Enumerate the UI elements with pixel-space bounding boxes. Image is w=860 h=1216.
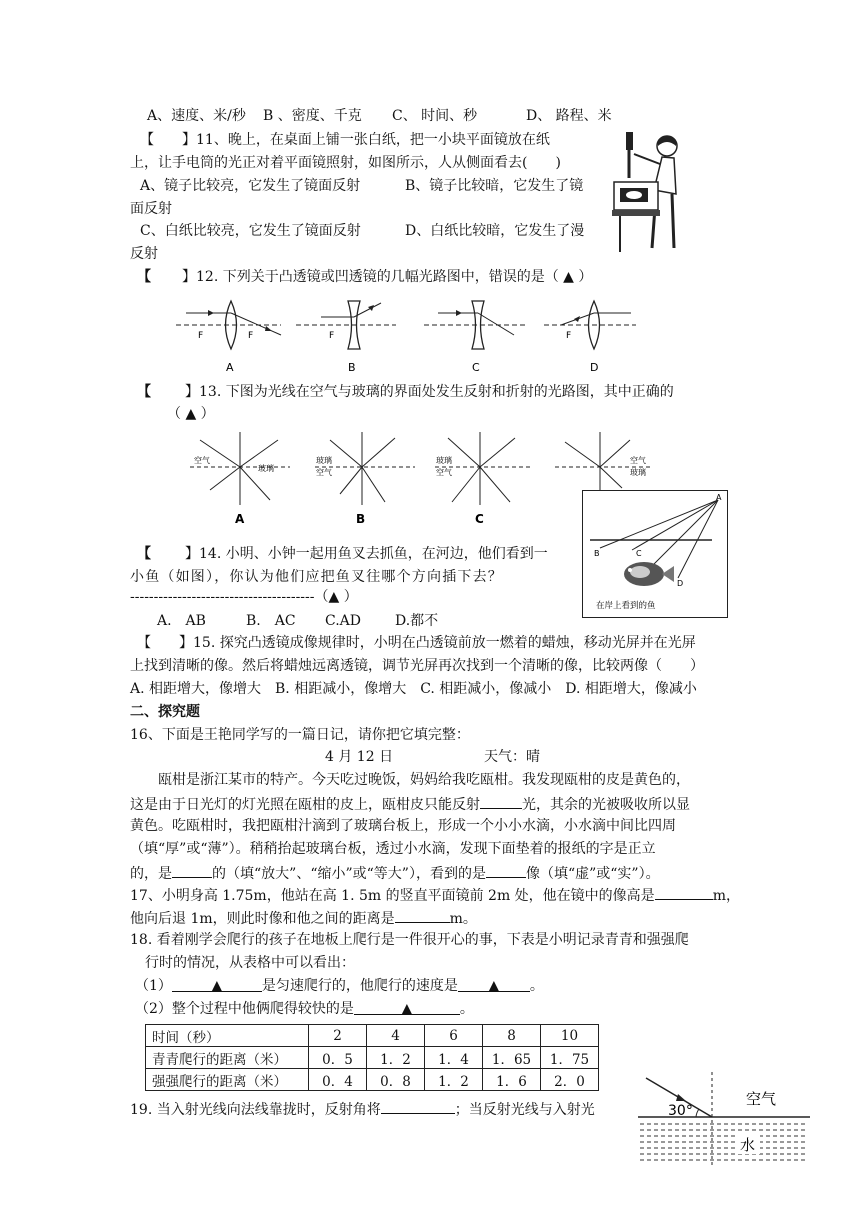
svg-text:玻璃: 玻璃 (316, 456, 332, 465)
svg-text:30°: 30° (668, 1103, 693, 1119)
q11-option-c: C、白纸比较亮，它发生了镜面反射 (140, 223, 361, 239)
table-cell: 0．4 (309, 1069, 367, 1091)
q14-line3: ---------------------------------------（▲ ） (130, 589, 358, 605)
svg-text:玻璃: 玻璃 (630, 468, 646, 477)
table-cell: 4 (367, 1025, 425, 1047)
svg-text:D: D (677, 579, 684, 588)
table-row (146, 1047, 599, 1069)
q12-figure (176, 295, 636, 375)
q10-option-d: D、 路程、米 (526, 108, 612, 124)
svg-text:空气: 空气 (316, 468, 332, 477)
q17-line2: 他向后退 1m，则此时像和他之间的距离是 m。 (130, 908, 477, 928)
svg-text:B: B (594, 549, 600, 558)
q12-bracket: 【 (137, 269, 151, 285)
table-cell: 青青爬行的距离（米） (146, 1047, 309, 1069)
q11-line2: 上，让手电筒的光正对着平面镜照射，如图所示，人从侧面看去( ) (130, 155, 561, 171)
section-title: 二、探究题 (130, 704, 200, 720)
q11-option-d: D、白纸比较暗，它发生了漫 (405, 223, 585, 239)
q14-option-b: B. AC (246, 613, 296, 629)
q14-option-a: A. AB (157, 613, 206, 629)
q15-line1: 【 】15. 探究凸透镜成像规律时，小明在凸透镜前放一燃着的蜡烛，移动光屏并在光屏 (137, 635, 696, 651)
q11-option-b-cont: 面反射 (130, 201, 172, 217)
q14-line1: 】14. 小明、小钟一起用鱼叉去抓鱼，在河边，他们看到一 (185, 546, 548, 562)
table-cell: 时间（秒） (146, 1025, 309, 1047)
q11-option-d-cont: 反射 (130, 246, 158, 262)
q14-option-d: D.都不 (395, 613, 439, 629)
table-cell: 10 (541, 1025, 599, 1047)
svg-text:F: F (329, 331, 335, 341)
table-cell: 6 (425, 1025, 483, 1047)
svg-text:玻璃: 玻璃 (258, 464, 274, 473)
svg-text:A: A (226, 361, 234, 374)
q18-line2: 行时的情况，从表格中可以看出： (145, 955, 355, 971)
q19-line1: 19. 当入射光线向法线靠拢时，反射角将 ；当反射光线与入射光 (130, 1099, 595, 1119)
table-row (146, 1069, 599, 1091)
q19-figure (638, 1070, 810, 1166)
svg-text:C: C (475, 512, 484, 526)
q14-line2: 小鱼（如图），你认为他们应把鱼叉往哪个方向插下去？ (130, 569, 503, 585)
q17-line1: 17、小明身高 1.75m，他站在高 1. 5m 的竖直平面镜前 2m 处，他在镜中的像高是 m， (130, 885, 740, 905)
table-cell: 0．8 (367, 1069, 425, 1091)
q16-p4: （填“厚”或“薄”）。稍稍抬起玻璃台板，透过小水滴，发现下面垫着的报纸的字是正立 (130, 841, 656, 857)
q13-text: 】13. 下图为光线在空气与玻璃的界面处发生反射和折射的光路图，其中正确的 (185, 384, 674, 400)
table-cell: 1．2 (425, 1069, 483, 1091)
q16-date: 4 月 12 日 (325, 749, 394, 765)
table-cell: 2．0 (541, 1069, 599, 1091)
svg-text:B: B (356, 512, 366, 526)
q18-line1: 18. 看着刚学会爬行的孩子在地板上爬行是一件很开心的事，下表是小明记录青青和强强爬 (130, 932, 689, 948)
table-cell: 8 (483, 1025, 541, 1047)
q16-weather: 天气：晴 (484, 749, 540, 765)
q14-bracket: 【 (137, 546, 151, 562)
svg-text:空气: 空气 (746, 1090, 777, 1108)
table-cell: 1．75 (541, 1047, 599, 1069)
q13-bracket: 【 (137, 384, 151, 400)
q13-answer: （ ▲ ） (167, 406, 215, 422)
q14-option-c: C.AD (325, 613, 361, 629)
svg-text:水: 水 (740, 1136, 756, 1154)
table-cell: 2 (309, 1025, 367, 1047)
table-cell: 1．4 (425, 1047, 483, 1069)
q18-sub2: （2）整个过程中他俩爬得较快的是 ▲ 。 (135, 1001, 474, 1017)
svg-text:在岸上看到的鱼: 在岸上看到的鱼 (596, 601, 656, 611)
q11-line1: 【 】11、晚上，在桌面上铺一张白纸，把一小块平面镜放在纸 (140, 132, 550, 148)
q18-sub1: （1） ▲ 是匀速爬行的，他爬行的速度是 ▲ 。 (135, 978, 544, 994)
q14-figure (582, 490, 728, 618)
svg-text:A: A (235, 512, 245, 526)
svg-text:F: F (566, 331, 572, 341)
q16-p2: 这是由于日光灯的灯光照在瓯柑的皮上，瓯柑皮只能反射 光，其余的光被吸收所以显 (130, 794, 690, 814)
svg-text:F: F (198, 331, 204, 341)
svg-text:空气: 空气 (630, 456, 646, 465)
svg-text:B: B (348, 361, 356, 374)
svg-text:C: C (472, 361, 480, 374)
q16-intro: 16、下面是王艳同学写的一篇日记，请你把它填完整： (130, 727, 470, 743)
svg-text:空气: 空气 (436, 468, 452, 477)
q10-option-c: C、 时间、秒 (392, 108, 478, 124)
q11-option-b: B、镜子比较暗，它发生了镜 (405, 178, 584, 194)
svg-text:玻璃: 玻璃 (436, 456, 452, 465)
q16-p3: 黄色。吃瓯柑时，我把瓯柑汁滴到了玻璃台板上，形成一个小小水滴，小水滴中间比四周 (130, 818, 676, 834)
q16-p5: 的，是 的（填“放大”、“缩小”或“等大”），看到的是 像（填“虚”或“实”）。 (130, 863, 660, 883)
table-cell: 0．5 (309, 1047, 367, 1069)
table-cell: 强强爬行的距离（米） (146, 1069, 309, 1091)
q10-option-b: B 、密度、千克 (263, 108, 362, 124)
q15-line3: A. 相距增大，像增大 B. 相距减小，像增大 C. 相距减小，像减小 D. 相距增大，像减小 (130, 681, 697, 697)
table-cell: 1．2 (367, 1047, 425, 1069)
svg-text:D: D (590, 361, 599, 374)
svg-text:C: C (636, 549, 642, 558)
table-header-row (146, 1025, 599, 1047)
q12-text: 】12. 下列关于凸透镜或凹透镜的几幅光路图中，错误的是（ ▲ ） (182, 269, 593, 285)
svg-text:空气: 空气 (194, 456, 210, 465)
q10-option-a: A、速度、米/秒 (147, 108, 246, 124)
svg-text:F: F (248, 331, 254, 341)
table-cell: 1．6 (483, 1069, 541, 1091)
q16-p1: 瓯柑是浙江某市的特产。今天吃过晚饭，妈妈给我吃瓯柑。我发现瓯柑的皮是黄色的， (158, 772, 690, 788)
q18-table (145, 1024, 599, 1091)
q11-figure (612, 130, 690, 252)
q15-line2: 上找到清晰的像。然后将蜡烛远离透镜，调节光屏再次找到一个清晰的像，比较两像（ ） (130, 658, 704, 674)
q11-option-a: A、镜子比较亮，它发生了镜面反射 (140, 178, 361, 194)
table-cell: 1．65 (483, 1047, 541, 1069)
svg-text:A: A (716, 493, 722, 502)
